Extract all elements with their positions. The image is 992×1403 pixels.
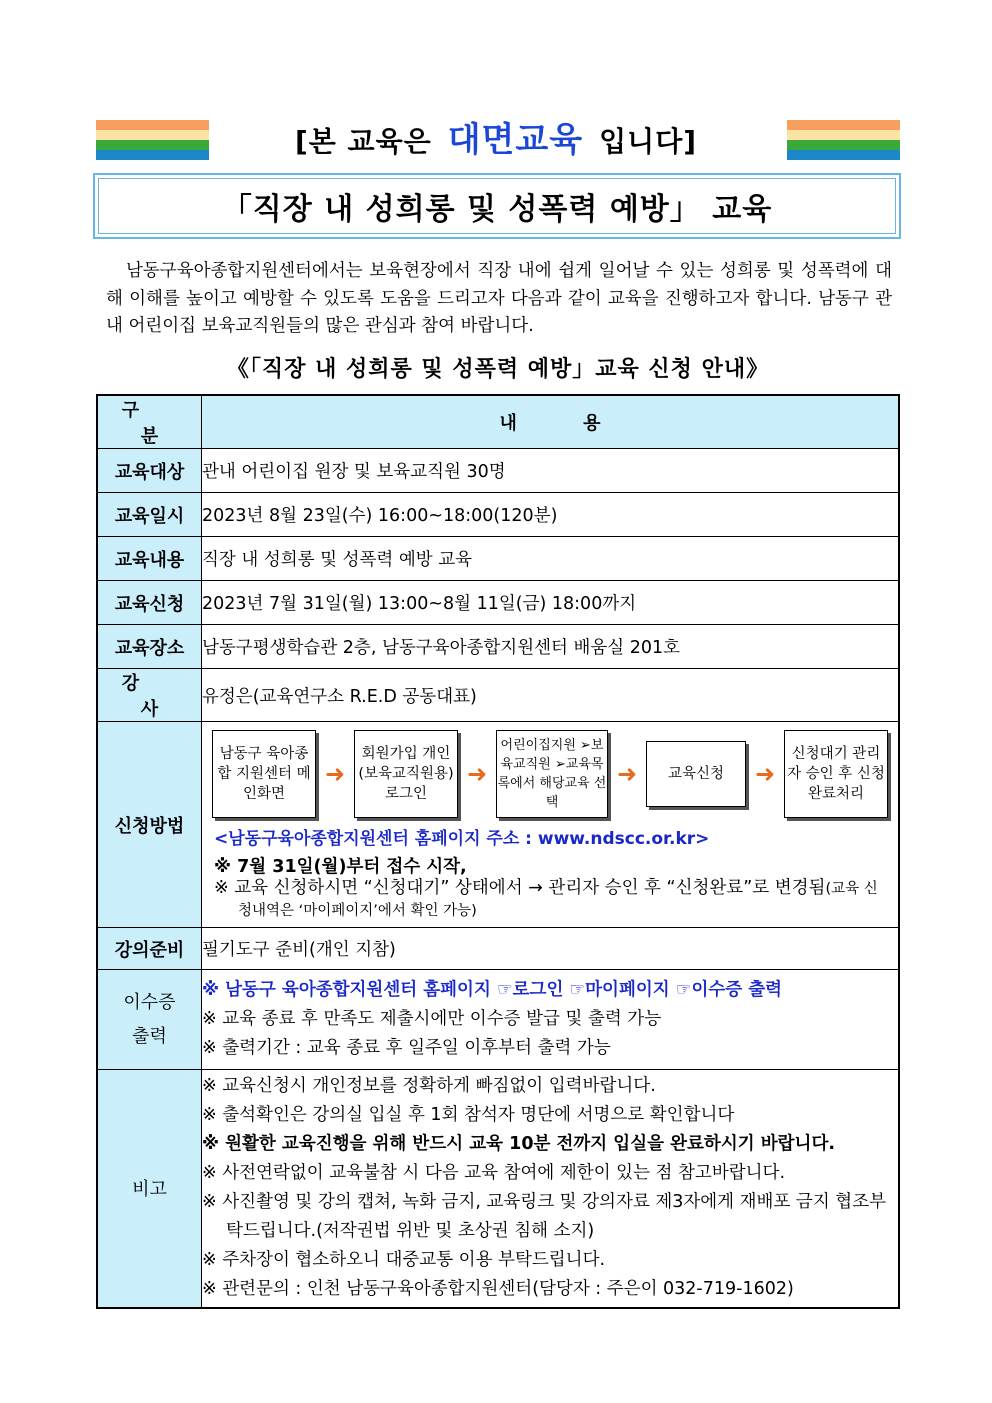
cert-content (202, 970, 900, 1070)
row-value: 2023년 7월 31일(월) 13:00~8월 11일(금) 18:00까지 (202, 581, 900, 625)
cert-line-path: ※ 남동구 육아종합지원센터 홈페이지 ☞로그인 ☞마이페이지 ☞이수증 출력 (202, 980, 783, 1000)
remark-line: ※ 관련문의 : 인천 남동구육아종합지원센터(담당자 : 주은이 032-719-1602) (202, 1279, 794, 1300)
row-label: 강의준비 (97, 928, 202, 970)
table-row-cert (97, 970, 899, 1070)
flow-step-apply: 교육신청 (646, 741, 746, 807)
subtitle: 《「직장 내 성희롱 및 성폭력 예방」교육 신청 안내》 (226, 357, 770, 382)
row-value: 필기도구 준비(개인 지참) (202, 928, 900, 970)
row-label: 강사 (97, 669, 202, 722)
flow-step-select: 어린이집지원 ➢보육교직원 ➢교육목록에서 해당교육 선택 (496, 730, 608, 818)
flow-step-main: 남동구 육아종합 지원센터 메인화면 (212, 730, 316, 818)
table-row (97, 928, 899, 970)
row-label: 교육대상 (97, 449, 202, 493)
document-title: 「직장 내 성희롱 및 성폭력 예방」 교육 (98, 178, 896, 234)
row-value: 2023년 8월 23일(수) 16:00~18:00(120분) (202, 493, 900, 537)
remark-line: ※ 주차장이 협소하오니 대중교통 이용 부탁드립니다. (202, 1250, 606, 1271)
banner-highlight: 대면교육 (447, 120, 584, 160)
banner-suffix: 입니다] (599, 125, 698, 158)
homepage-link[interactable]: <남동구육아종합지원센터 홈페이지 주소 : www.ndscc.or.kr> (214, 829, 710, 849)
title-box (93, 173, 901, 239)
arrow-right-icon: ➜ (466, 760, 488, 788)
row-label: 교육신청 (97, 581, 202, 625)
remark-line: ※ 사전연락없이 교육불참 시 다음 교육 참여에 제한이 있는 점 참고바랍니다. (202, 1163, 786, 1184)
apply-note-start: ※ 7월 31일(월)부터 접수 시작, (214, 857, 467, 877)
row-label: 이수증 출력 (97, 970, 202, 1070)
cert-line-condition: ※ 교육 종료 후 만족도 제출시에만 이수증 발급 및 출력 가능 (202, 1009, 662, 1029)
apply-content (202, 722, 900, 928)
intro-text: 남동구육아종합지원센터에서는 보육현장에서 직장 내에 쉽게 일어날 수 있는 성희롱 및 성폭력에 대해 이해를 높이고 예방할 수 있도록 도움을 드리고자 다음과 같이 교육을 진행하고자 합니다. 남동구 관내 어린이집 보육교직원들의 많은 관심과 참여 바랍니다. (106, 261, 892, 336)
table-row (97, 625, 899, 669)
row-value: 관내 어린이집 원장 및 보육교직원 30명 (202, 449, 900, 493)
header-col-content: 내 용 (202, 395, 900, 449)
banner-prefix: [본 교육은 (294, 125, 432, 158)
row-label: 비고 (97, 1070, 202, 1308)
table-row (97, 537, 899, 581)
page-banner-title (200, 118, 792, 164)
decorative-stripe-right (787, 120, 900, 160)
decorative-stripe-left (96, 120, 209, 160)
table-row (97, 493, 899, 537)
flow-step-approve: 신청대기 관리자 승인 후 신청완료처리 (784, 730, 888, 818)
table-row (97, 669, 899, 722)
table-row-remarks (97, 1070, 899, 1308)
remark-line: ※ 교육신청시 개인정보를 정확하게 빠짐없이 입력바랍니다. (202, 1076, 656, 1097)
remarks-content (202, 1070, 900, 1308)
arrow-right-icon: ➜ (324, 760, 346, 788)
row-label: 교육내용 (97, 537, 202, 581)
row-value: 직장 내 성희롱 및 성폭력 예방 교육 (202, 537, 900, 581)
intro-paragraph (106, 258, 892, 341)
info-table (96, 394, 900, 1309)
row-value: 유정은(교육연구소 R.E.D 공동대표) (202, 669, 900, 722)
apply-flow (202, 722, 898, 818)
arrow-right-icon: ➜ (616, 760, 638, 788)
apply-note-status: ※ 교육 신청하시면 “신청대기” 상태에서 → 관리자 승인 후 “신청완료”로 변경됨(교육 신청내역은 ‘마이페이지’에서 확인 가능) (214, 878, 878, 919)
row-value: 남동구평생학습관 2층, 남동구육아종합지원센터 배움실 201호 (202, 625, 900, 669)
cert-line-period: ※ 출력기간 : 교육 종료 후 일주일 이후부터 출력 가능 (202, 1038, 611, 1058)
flow-step-login: 회원가입 개인 (보육교직원용) 로그인 (354, 730, 458, 818)
row-label: 신청방법 (97, 722, 202, 928)
row-label: 교육장소 (97, 625, 202, 669)
table-row (97, 449, 899, 493)
remark-line-bold: ※ 원활한 교육진행을 위해 반드시 교육 10분 전까지 입실을 완료하시기 바랍니다. (202, 1134, 835, 1155)
table-row (97, 581, 899, 625)
row-label: 교육일시 (97, 493, 202, 537)
table-row-apply (97, 722, 899, 928)
remark-line: ※ 사진촬영 및 강의 캡쳐, 녹화 금지, 교육링크 및 강의자료 제3자에게 재배포 금지 협조부탁드립니다.(저작권법 위반 및 초상권 침해 소지) (202, 1192, 887, 1242)
arrow-right-icon: ➜ (754, 760, 776, 788)
header-col-category: 구분 (97, 395, 202, 449)
remark-line: ※ 출석확인은 강의실 입실 후 1회 참석자 명단에 서명으로 확인합니다 (202, 1105, 735, 1126)
table-header-row (97, 395, 899, 449)
